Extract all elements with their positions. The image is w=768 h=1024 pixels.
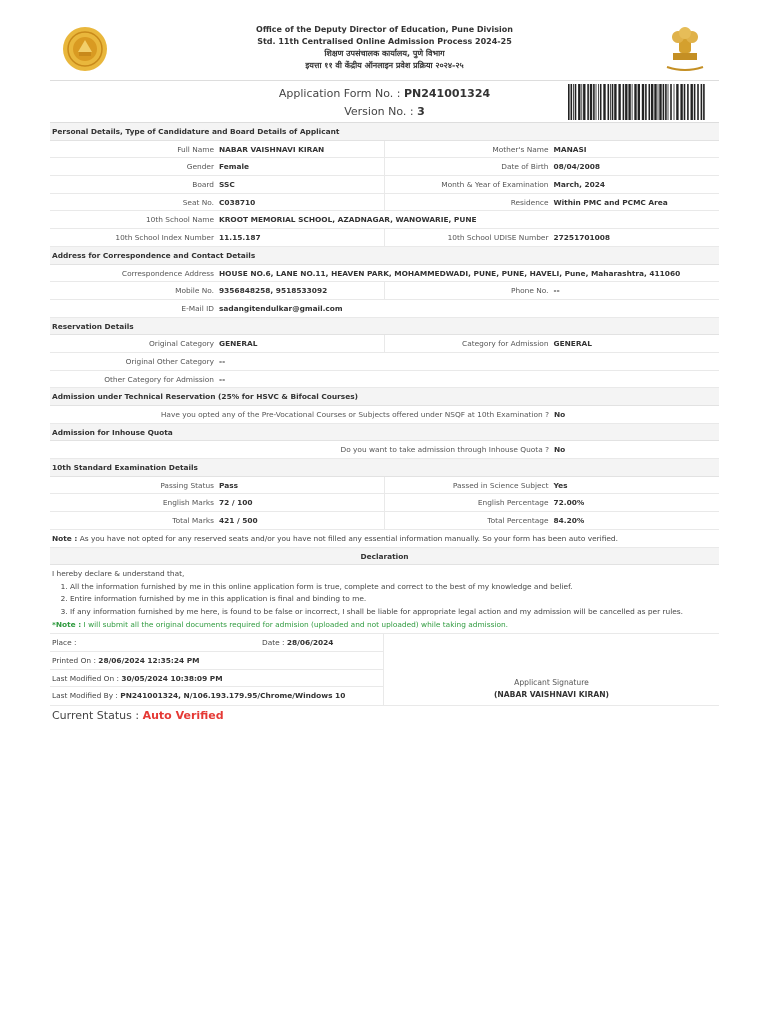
table-row (50, 335, 719, 353)
field-label: Month & Year of Examination (441, 180, 549, 190)
field-label: Mother's Name (492, 144, 549, 154)
section-inhouse-quota: Admission for Inhouse Quota (50, 424, 719, 442)
table-row (50, 300, 719, 318)
table-row (50, 211, 719, 229)
mother-name-value: MANASI (553, 144, 587, 154)
field-label: E-Mail ID (181, 303, 214, 313)
field-label: 10th School UDISE Number (447, 233, 549, 243)
school-udise-value: 27251701008 (553, 233, 611, 243)
phone-value: -- (553, 286, 560, 296)
table-row (50, 229, 719, 247)
field-label: Category for Admission (462, 339, 549, 349)
total-percentage-value: 84.20% (553, 516, 585, 526)
inhouse-answer-value: No (554, 445, 566, 455)
field-label: Board (192, 180, 214, 190)
table-row (50, 141, 719, 159)
current-status (50, 706, 719, 726)
declaration-body (50, 565, 719, 634)
list-item: 3. If any information furnished by me here, is found to be false or incorrect, I shall be liable for appropriate legal action and my admission will be cancelled as per rules. (70, 606, 717, 619)
technical-answer-value: No (554, 410, 566, 419)
field-label: Gender (186, 162, 214, 172)
application-number-block (50, 80, 719, 123)
field-label: Total Percentage (487, 516, 549, 526)
field-label: Total Marks (172, 516, 214, 526)
application-form-document (50, 18, 719, 726)
english-percentage-value: 72.00% (553, 498, 585, 508)
field-label: Passed in Science Subject (452, 480, 549, 490)
gender-value: Female (219, 162, 249, 172)
table-row (50, 194, 719, 212)
residence-value: Within PMC and PCMC Area (553, 197, 668, 207)
table-row (50, 176, 719, 194)
declaration-list (52, 581, 717, 619)
header-line-3: शिक्षण उपसंचालक कार्यालय, पुणे विभाग (324, 49, 445, 58)
section-address: Address for Correspondence and Contact Details (50, 247, 719, 265)
last-modified-row: Last Modified On : 30/05/2024 10:38:09 PM (50, 670, 383, 688)
form-header (50, 18, 719, 80)
correspondence-address-value: HOUSE NO.6, LANE NO.11, HEAVEN PARK, MOHAMMEDWADI, PUNE, PUNE, HAVELI, Pune, Maharashtra, 411060 (219, 268, 681, 278)
total-marks-value: 421 / 500 (219, 516, 258, 526)
section-personal-details: Personal Details, Type of Candidature and Board Details of Applicant (50, 123, 719, 141)
list-item: 2. Entire information furnished by me in this application is final and binding to me. (70, 593, 717, 606)
table-row (50, 282, 719, 300)
printed-on-value: 28/06/2024 12:35:24 PM (98, 655, 200, 665)
school-name-value: KROOT MEMORIAL SCHOOL, AZADNAGAR, WANOWARIE, PUNE (219, 215, 477, 225)
applicant-signature (384, 634, 719, 705)
field-label: Passing Status (160, 480, 214, 490)
email-value: sadangitendulkar@gmail.com (219, 303, 343, 313)
table-row (50, 353, 719, 371)
field-label: Original Other Category (125, 356, 214, 366)
national-emblem-logo (663, 23, 707, 77)
table-row (50, 158, 719, 176)
status-label: Current Status : (52, 708, 140, 722)
original-category-value: GENERAL (219, 339, 258, 349)
header-line-2: Std. 11th Centralised Online Admission Process 2024-25 (257, 37, 512, 46)
passing-status-value: Pass (219, 480, 239, 490)
place-label: Place : (52, 638, 77, 648)
original-other-category-value: -- (219, 356, 226, 366)
list-item: 1. All the information furnished by me in this online application form is true, complete and correct to the best of my knowledge and belief. (70, 581, 717, 594)
documents-note: *Note : I will submit all the original documents required for admision (uploaded and not uploaded) while taking admission. (52, 619, 509, 629)
seat-number-value: C038710 (219, 197, 256, 207)
mobile-value: 9356848258, 9518533092 (219, 286, 328, 296)
table-row (50, 406, 719, 424)
field-label: Mobile No. (175, 286, 214, 296)
section-technical-reservation: Admission under Technical Reservation (25% for HSVC & Bifocal Courses) (50, 388, 719, 406)
school-index-value: 11.15.187 (219, 233, 261, 243)
version-number: Version No. : 3 (344, 105, 425, 118)
auto-verify-note: Note : As you have not opted for any reserved seats and/or you have not filled any essential information manually. So your form has been auto verified. (50, 530, 719, 548)
header-line-1: Office of the Deputy Director of Education, Pune Division (256, 25, 513, 34)
declaration-intro: I hereby declare & understand that, (52, 569, 185, 579)
last-modified-value: 30/05/2024 10:38:09 PM (121, 673, 223, 683)
last-modified-by-value: PN241001324, N/106.193.179.95/Chrome/Windows 10 (120, 691, 346, 701)
exam-month-value: March, 2024 (553, 180, 606, 190)
date-label: Date : (262, 638, 285, 648)
field-label: Full Name (177, 144, 214, 154)
declaration-title: Declaration (50, 548, 719, 566)
status-badge: Auto Verified (142, 708, 224, 722)
dob-value: 08/04/2008 (553, 162, 601, 172)
science-passed-value: Yes (553, 480, 568, 490)
field-label: 10th School Index Number (115, 233, 214, 243)
field-label: Date of Birth (501, 162, 549, 172)
field-label: 10th School Name (145, 215, 214, 225)
field-label: Seat No. (182, 197, 214, 207)
field-label: Correspondence Address (121, 268, 214, 278)
english-marks-value: 72 / 100 (219, 498, 253, 508)
table-row (50, 441, 719, 459)
admission-category-value: GENERAL (553, 339, 592, 349)
date-value: 28/06/2024 (286, 638, 334, 648)
section-exam-details: 10th Standard Examination Details (50, 459, 719, 477)
signature-name: (NABAR VAISHNAVI KIRAN) (493, 689, 610, 699)
table-row (50, 265, 719, 283)
table-row (50, 494, 719, 512)
application-form-number: Application Form No. : PN241001324 (278, 87, 491, 100)
table-row (50, 371, 719, 389)
field-label: Do you want to take admission through Inhouse Quota ? (340, 445, 549, 455)
printed-on-row: Printed On : 28/06/2024 12:35:24 PM (50, 652, 383, 670)
last-modified-by-row: Last Modified By : PN241001324, N/106.193.179.95/Chrome/Windows 10 (50, 687, 383, 705)
field-label: Have you opted any of the Pre-Vocational Courses or Subjects offered under NSQF at 10th Examination ? (160, 410, 549, 419)
place-date-row (50, 634, 383, 652)
table-row (50, 512, 719, 530)
other-admission-category-value: -- (219, 374, 226, 384)
field-label: English Marks (162, 498, 214, 508)
maharashtra-seal-logo (62, 26, 108, 72)
signature-block (50, 634, 719, 706)
table-row (50, 477, 719, 495)
full-name-value: NABAR VAISHNAVI KIRAN (219, 144, 325, 154)
field-label: Phone No. (510, 286, 549, 296)
board-value: SSC (219, 180, 235, 190)
field-label: Original Category (148, 339, 214, 349)
section-reservation: Reservation Details (50, 318, 719, 336)
signature-label: Applicant Signature (514, 677, 589, 687)
barcode (567, 84, 707, 120)
field-label: English Percentage (477, 498, 549, 508)
header-line-4: इयत्ता ११ वी केंद्रीय ऑनलाइन प्रवेश प्रक्रिया २०२४-२५ (305, 61, 464, 70)
field-label: Other Category for Admission (104, 374, 214, 384)
field-label: Residence (510, 197, 549, 207)
